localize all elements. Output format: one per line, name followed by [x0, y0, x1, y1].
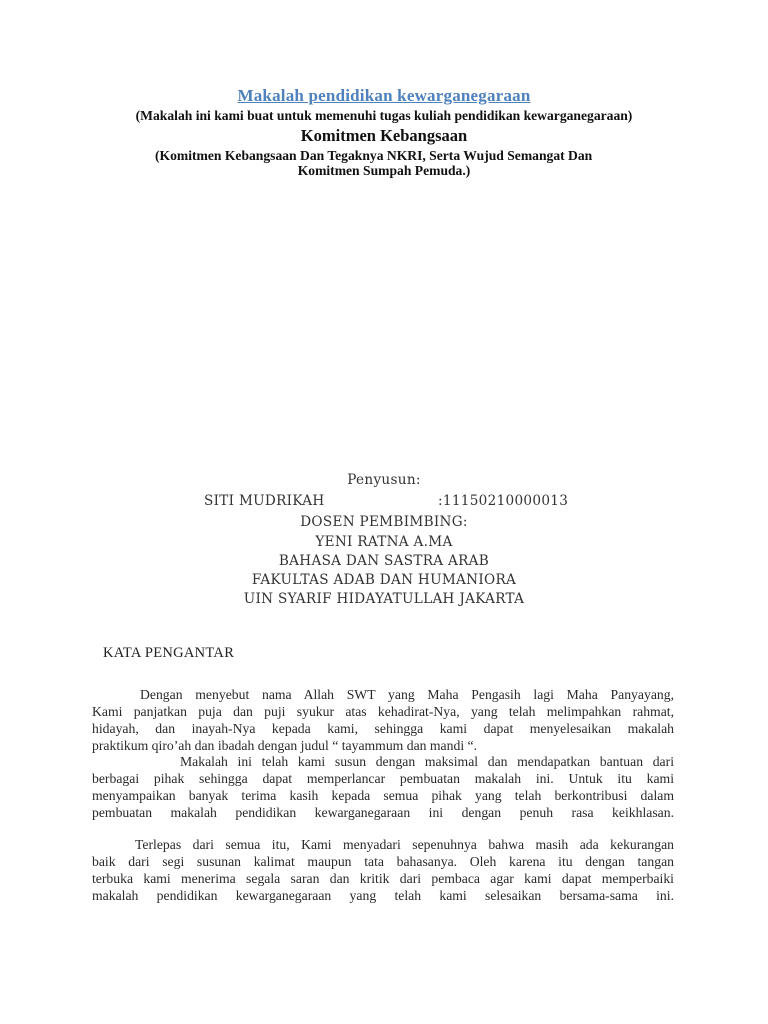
author-name: SITI MUDRIKAH — [204, 493, 325, 509]
document-title: Makalah pendidikan kewarganegaraan — [237, 86, 531, 105]
paragraph-line: makalah pendidikan kewarganegaraan yang telah kami selesaikan bersama-sama ini. — [92, 888, 674, 903]
section-subheading-line2: Komitmen Sumpah Pemuda.) — [297, 163, 471, 178]
section-subheading-line1: (Komitmen Kebangsaan Dan Tegaknya NKRI, Serta Wujud Semangat Dan — [155, 148, 593, 163]
kata-pengantar-heading: KATA PENGANTAR — [103, 645, 235, 661]
paragraph-line: Dengan menyebut nama Allah SWT yang Maha Pengasih lagi Maha Panyayang, — [140, 687, 674, 702]
university: UIN SYARIF HIDAYATULLAH JAKARTA — [243, 591, 525, 607]
paragraph-line: berbagai pihak sehingga dapat memperlancar pembuatan makalah ini. Untuk itu kami — [92, 771, 674, 786]
dosen-label: DOSEN PEMBIMBING: — [300, 514, 468, 530]
paragraph-line: Terlepas dari semua itu, Kami menyadari sepenuhnya bahwa masih ada kekurangan — [135, 837, 674, 852]
faculty: FAKULTAS ADAB DAN HUMANIORA — [251, 572, 517, 588]
paragraph-line: menyampaikan banyak terima kasih kepada semua pihak yang telah berkontribusi dalam — [92, 788, 674, 803]
paragraph-line: praktikum qiro’ah dan ibadah dengan judul “ tayammum dan mandi “. — [92, 738, 478, 753]
author-nim: :11150210000013 — [438, 493, 569, 509]
dosen-name: YENI RATNA A.MA — [315, 534, 453, 550]
paragraph-line: baik dari segi susunan kalimat maupun tata bahasanya. Oleh karena itu dengan tangan — [92, 854, 674, 869]
paragraph-line: Makalah ini telah kami susun dengan maksimal dan mendapatkan bantuan dari — [180, 754, 674, 769]
paragraph-line: Kami panjatkan puja dan puji syukur atas kehadirat-Nya, yang telah melimpahkan rahmat, — [92, 704, 674, 719]
study-program: BAHASA DAN SASTRA ARAB — [278, 553, 490, 569]
paragraph-line: pembuatan makalah pendidikan kewarganegaraan ini dengan penuh rasa keikhlasan. — [92, 805, 674, 820]
paragraph-line: hidayah, dan inayah-Nya kepada kami, sehingga kami dapat menyelesaikan makalah — [92, 721, 674, 736]
paragraph-line: terbuka kami menerima segala saran dan kritik dari pembaca agar kami dapat memperbaiki — [92, 871, 674, 886]
section-heading: Komitmen Kebangsaan — [300, 126, 468, 145]
document-subtitle: (Makalah ini kami buat untuk memenuhi tugas kuliah pendidikan kewarganegaraan) — [135, 108, 633, 123]
penyusun-label: Penyusun: — [347, 472, 421, 488]
